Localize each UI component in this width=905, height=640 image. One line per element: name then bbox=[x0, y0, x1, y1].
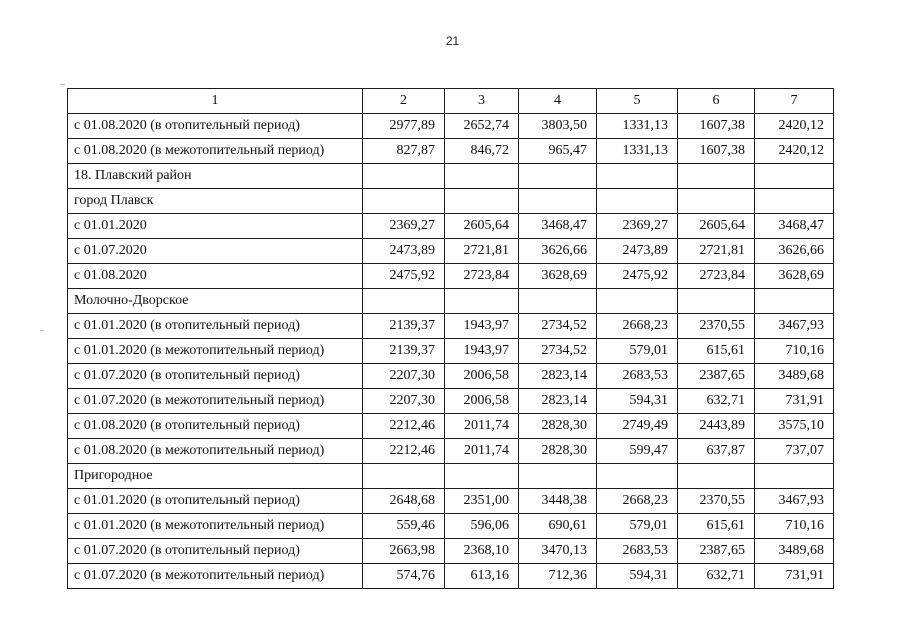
table-cell: 2207,30 bbox=[363, 364, 445, 389]
column-header: 5 bbox=[597, 89, 678, 114]
table-cell: 2387,65 bbox=[678, 364, 755, 389]
table-cell: 596,06 bbox=[445, 514, 519, 539]
column-header: 6 bbox=[678, 89, 755, 114]
table-cell: 2734,52 bbox=[519, 314, 597, 339]
table-cell: 1607,38 bbox=[678, 114, 755, 139]
row-label: Молочно-Дворское bbox=[68, 289, 363, 314]
table-cell: 690,61 bbox=[519, 514, 597, 539]
table-cell: 2473,89 bbox=[363, 239, 445, 264]
table-cell: 2212,46 bbox=[363, 414, 445, 439]
table-cell: 2473,89 bbox=[597, 239, 678, 264]
row-label: с 01.01.2020 (в межотопительный период) bbox=[68, 514, 363, 539]
row-label: город Плавск bbox=[68, 189, 363, 214]
table-cell: 2387,65 bbox=[678, 539, 755, 564]
table-cell: 559,46 bbox=[363, 514, 445, 539]
table-cell bbox=[755, 289, 834, 314]
table-cell: 2351,00 bbox=[445, 489, 519, 514]
table-cell bbox=[678, 164, 755, 189]
table-cell: 2006,58 bbox=[445, 389, 519, 414]
table-cell: 2605,64 bbox=[445, 214, 519, 239]
table-row bbox=[68, 539, 834, 564]
table-header-row bbox=[68, 89, 834, 114]
row-label: 18. Плавский район bbox=[68, 164, 363, 189]
table-cell bbox=[597, 464, 678, 489]
column-header: 7 bbox=[755, 89, 834, 114]
row-label: с 01.01.2020 (в отопительный период) bbox=[68, 314, 363, 339]
column-header: 3 bbox=[445, 89, 519, 114]
table-cell bbox=[519, 464, 597, 489]
scan-mark bbox=[60, 84, 65, 85]
row-label: с 01.01.2020 (в отопительный период) bbox=[68, 489, 363, 514]
table-cell: 615,61 bbox=[678, 514, 755, 539]
table-cell: 3467,93 bbox=[755, 489, 834, 514]
table-cell: 2006,58 bbox=[445, 364, 519, 389]
scan-mark bbox=[40, 330, 44, 331]
table-cell: 594,31 bbox=[597, 564, 678, 589]
table-row bbox=[68, 239, 834, 264]
table-cell: 2139,37 bbox=[363, 339, 445, 364]
row-label: с 01.08.2020 (в отопительный период) bbox=[68, 414, 363, 439]
table-cell: 3489,68 bbox=[755, 539, 834, 564]
table-cell: 3468,47 bbox=[755, 214, 834, 239]
table-cell bbox=[445, 164, 519, 189]
table-cell bbox=[597, 164, 678, 189]
table-row bbox=[68, 339, 834, 364]
table-cell bbox=[519, 189, 597, 214]
table-cell: 3626,66 bbox=[519, 239, 597, 264]
table-cell bbox=[755, 464, 834, 489]
table-cell: 2828,30 bbox=[519, 439, 597, 464]
table-cell: 637,87 bbox=[678, 439, 755, 464]
table-cell: 2475,92 bbox=[597, 264, 678, 289]
table-cell: 965,47 bbox=[519, 139, 597, 164]
table-row bbox=[68, 289, 834, 314]
table-row bbox=[68, 514, 834, 539]
table-cell: 2370,55 bbox=[678, 489, 755, 514]
table-cell: 731,91 bbox=[755, 564, 834, 589]
row-label: с 01.08.2020 (в отопительный период) bbox=[68, 114, 363, 139]
table-cell bbox=[363, 189, 445, 214]
table-cell: 712,36 bbox=[519, 564, 597, 589]
table-cell: 2369,27 bbox=[363, 214, 445, 239]
table-row bbox=[68, 439, 834, 464]
table-cell: 3470,13 bbox=[519, 539, 597, 564]
table-cell bbox=[755, 189, 834, 214]
row-label: с 01.07.2020 (в отопительный период) bbox=[68, 539, 363, 564]
column-header: 4 bbox=[519, 89, 597, 114]
row-label: с 01.08.2020 (в межотопительный период) bbox=[68, 439, 363, 464]
table-cell: 2683,53 bbox=[597, 539, 678, 564]
table-cell: 2420,12 bbox=[755, 114, 834, 139]
table-cell: 2668,23 bbox=[597, 489, 678, 514]
table-cell: 2139,37 bbox=[363, 314, 445, 339]
table-cell bbox=[445, 289, 519, 314]
table-cell: 2420,12 bbox=[755, 139, 834, 164]
table-row bbox=[68, 189, 834, 214]
table-cell: 827,87 bbox=[363, 139, 445, 164]
table-row bbox=[68, 489, 834, 514]
table-row bbox=[68, 264, 834, 289]
table-row bbox=[68, 314, 834, 339]
table-cell: 731,91 bbox=[755, 389, 834, 414]
table-cell: 3803,50 bbox=[519, 114, 597, 139]
table-cell: 2605,64 bbox=[678, 214, 755, 239]
page-number: 21 bbox=[445, 34, 460, 48]
table-cell: 3448,38 bbox=[519, 489, 597, 514]
table-cell: 632,71 bbox=[678, 564, 755, 589]
table-cell bbox=[678, 189, 755, 214]
table-cell bbox=[678, 289, 755, 314]
table-cell: 574,76 bbox=[363, 564, 445, 589]
table-cell: 2977,89 bbox=[363, 114, 445, 139]
table-row bbox=[68, 214, 834, 239]
table-cell: 2663,98 bbox=[363, 539, 445, 564]
row-label: с 01.07.2020 bbox=[68, 239, 363, 264]
table-cell: 2368,10 bbox=[445, 539, 519, 564]
table-cell: 3575,10 bbox=[755, 414, 834, 439]
table-cell: 613,16 bbox=[445, 564, 519, 589]
table-cell: 2668,23 bbox=[597, 314, 678, 339]
table-cell: 2823,14 bbox=[519, 364, 597, 389]
table-cell: 3628,69 bbox=[755, 264, 834, 289]
table-cell bbox=[519, 164, 597, 189]
table-cell bbox=[363, 164, 445, 189]
table-cell: 2443,89 bbox=[678, 414, 755, 439]
table-cell: 1331,13 bbox=[597, 139, 678, 164]
table-cell: 2721,81 bbox=[445, 239, 519, 264]
table-cell bbox=[363, 464, 445, 489]
table-cell: 2207,30 bbox=[363, 389, 445, 414]
table-row bbox=[68, 389, 834, 414]
table-cell bbox=[597, 289, 678, 314]
column-header: 2 bbox=[363, 89, 445, 114]
table-cell: 2369,27 bbox=[597, 214, 678, 239]
table-cell: 615,61 bbox=[678, 339, 755, 364]
table-cell: 710,16 bbox=[755, 514, 834, 539]
table-cell: 1331,13 bbox=[597, 114, 678, 139]
row-label: с 01.07.2020 (в межотопительный период) bbox=[68, 389, 363, 414]
table-cell: 2011,74 bbox=[445, 414, 519, 439]
table-cell: 632,71 bbox=[678, 389, 755, 414]
table-cell: 3628,69 bbox=[519, 264, 597, 289]
table-cell bbox=[445, 464, 519, 489]
table-cell: 3468,47 bbox=[519, 214, 597, 239]
table-row bbox=[68, 114, 834, 139]
column-header: 1 bbox=[68, 89, 363, 114]
table-cell: 594,31 bbox=[597, 389, 678, 414]
table-row bbox=[68, 364, 834, 389]
row-label: с 01.07.2020 (в межотопительный период) bbox=[68, 564, 363, 589]
row-label: с 01.07.2020 (в отопительный период) bbox=[68, 364, 363, 389]
table-row bbox=[68, 564, 834, 589]
table-cell: 846,72 bbox=[445, 139, 519, 164]
table-cell bbox=[678, 464, 755, 489]
table-cell: 3626,66 bbox=[755, 239, 834, 264]
row-label: Пригородное bbox=[68, 464, 363, 489]
table-cell: 1607,38 bbox=[678, 139, 755, 164]
table-row bbox=[68, 139, 834, 164]
table-cell: 710,16 bbox=[755, 339, 834, 364]
table-body bbox=[68, 89, 834, 589]
table-row bbox=[68, 414, 834, 439]
table-cell: 2652,74 bbox=[445, 114, 519, 139]
table-cell: 2212,46 bbox=[363, 439, 445, 464]
table-cell bbox=[519, 289, 597, 314]
table-cell: 2749,49 bbox=[597, 414, 678, 439]
tariff-table bbox=[67, 88, 834, 589]
row-label: с 01.01.2020 bbox=[68, 214, 363, 239]
table-cell bbox=[363, 289, 445, 314]
table-cell: 2723,84 bbox=[445, 264, 519, 289]
table-cell: 3467,93 bbox=[755, 314, 834, 339]
table-cell bbox=[445, 189, 519, 214]
table-cell: 2475,92 bbox=[363, 264, 445, 289]
table-cell: 2723,84 bbox=[678, 264, 755, 289]
row-label: с 01.08.2020 (в межотопительный период) bbox=[68, 139, 363, 164]
table-cell: 2648,68 bbox=[363, 489, 445, 514]
table-cell: 2823,14 bbox=[519, 389, 597, 414]
table-cell: 2370,55 bbox=[678, 314, 755, 339]
table-cell: 1943,97 bbox=[445, 339, 519, 364]
table-cell: 2011,74 bbox=[445, 439, 519, 464]
table-cell: 599,47 bbox=[597, 439, 678, 464]
table-cell: 1943,97 bbox=[445, 314, 519, 339]
table-cell: 2721,81 bbox=[678, 239, 755, 264]
table-cell bbox=[755, 164, 834, 189]
table-row bbox=[68, 164, 834, 189]
table-cell: 737,07 bbox=[755, 439, 834, 464]
row-label: с 01.01.2020 (в межотопительный период) bbox=[68, 339, 363, 364]
table-cell: 2683,53 bbox=[597, 364, 678, 389]
table-cell: 2828,30 bbox=[519, 414, 597, 439]
table-cell bbox=[597, 189, 678, 214]
row-label: с 01.08.2020 bbox=[68, 264, 363, 289]
table-row bbox=[68, 464, 834, 489]
table-cell: 3489,68 bbox=[755, 364, 834, 389]
table-cell: 2734,52 bbox=[519, 339, 597, 364]
table-cell: 579,01 bbox=[597, 339, 678, 364]
table-cell: 579,01 bbox=[597, 514, 678, 539]
